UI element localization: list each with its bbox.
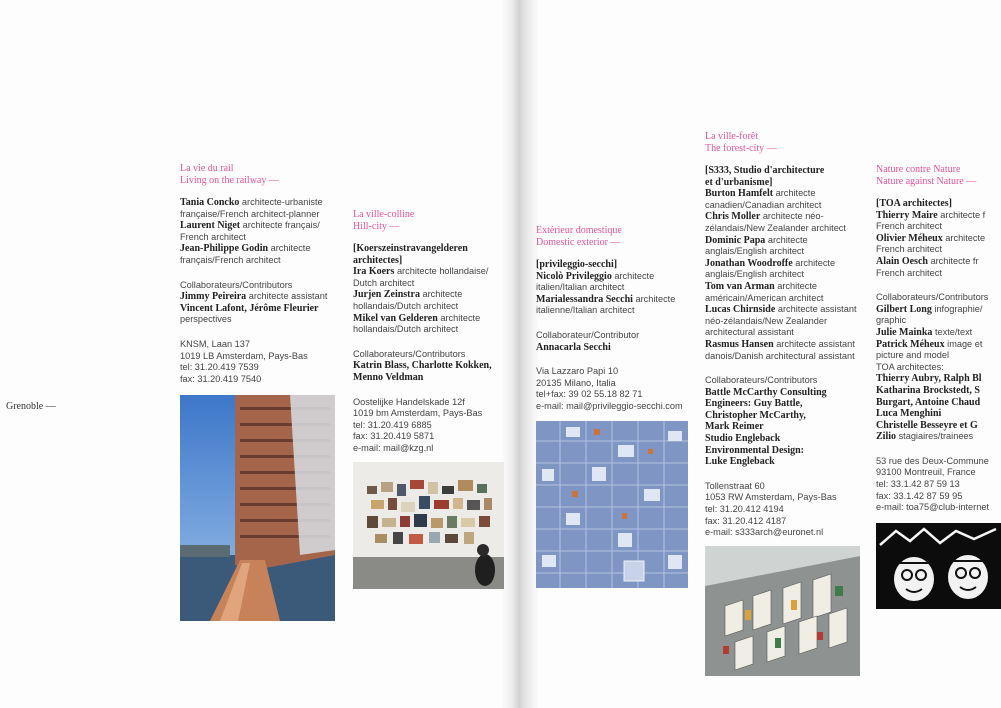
name-text: Luca Menghini [876,408,942,420]
name-text: Tom van Arman [705,280,775,292]
name-text: Patrick Méheux [876,338,945,350]
spacer [705,468,857,481]
role-text: hollandais/Dutch architect [353,300,459,311]
spacer [180,186,327,197]
role-text: image et [944,338,983,349]
name-text: Battle McCarthy Consulting [705,386,827,398]
lines-line [353,301,492,313]
collaborators-label: Collaborateurs/Contributors [353,348,466,359]
margin-label: Grenoble — [6,401,56,412]
photo-waterfront-building [180,395,335,621]
collaborators-label: Collaborateur/Contributor [536,329,640,340]
role-text: italien/Italian architect [536,282,625,293]
role-text: architecte néo- [760,211,824,222]
lines-line [705,200,857,212]
collab-line [705,421,857,433]
spacer [705,154,857,165]
name-text: et d'urbanisme] [705,176,773,188]
section-title-en: The forest-city — [705,142,777,154]
spacer [876,443,989,456]
role-text: perspectives [180,314,232,325]
spacer [536,353,683,366]
lines-line [353,313,492,325]
name-text: Nicolò Privileggio [536,270,612,282]
role-text: architecte [765,234,808,245]
lines-line [536,259,683,271]
photo-gallery-interior [353,462,504,589]
lines-line [876,221,989,233]
collab-line [876,304,989,316]
role-text: architecte français/ [240,220,320,231]
name-text: Jonathan Woodroffe [705,257,793,269]
lines-line [180,209,327,221]
lines-line [876,256,989,268]
role-text: stagiaires/trainees [896,431,974,442]
collab-line [180,291,327,303]
section-title-fr: Nature contre Nature [876,164,961,175]
lines-line [353,243,492,255]
address-line: e-mail: toa75@club-internet [876,502,989,513]
lines-line [705,235,857,247]
role-text: architecte [792,257,836,268]
role-text: architectural assistant [705,327,794,338]
name-text: architectes] [353,254,403,266]
spacer [876,187,989,198]
collab-line [876,350,989,362]
role-text: architecte-urbaniste [239,197,323,207]
role-text: French architect [876,267,942,278]
image-graphic-faces [876,523,1001,609]
address-line: fax: 31.20.419 7540 [180,373,262,384]
collab-line [180,314,327,326]
name-text: Luke Engleback [705,456,775,468]
collab-line [876,315,989,327]
name-text: Burton Hamfelt [705,188,774,200]
address-line: Oostelijke Handelskade 12f [353,396,465,407]
collab-line [353,372,492,384]
collab-line [705,398,857,410]
lines-line [705,316,857,328]
name-text: Alain Oesch [876,255,928,267]
lines-line [353,324,492,336]
address-line: e-mail: mail@kzg.nl [353,442,434,453]
collab-line [705,410,857,422]
role-text: architecte [611,270,655,281]
name-text: Katrin Blass, Charlotte Kokken, [353,360,492,372]
section-title-en: Domestic exterior — [536,236,621,248]
collab-line [705,445,857,457]
name-text: Burgart, Antoine Chaud [876,396,981,408]
collab-line [705,433,857,445]
collab-line [876,408,989,420]
lines-line [705,269,857,281]
role-text: architecte [268,243,311,254]
role-text: italienne/Italian architect [536,305,635,316]
role-text: French architect [876,221,942,232]
address-line: KNSM, Laan 137 [180,338,250,349]
name-text: Jimmy Peireira [180,291,247,303]
name-text: Christopher McCarthy, [705,409,806,421]
role-text: architecte [437,312,481,323]
name-text: Christelle Besseyre et G [876,419,978,431]
lines-line [705,188,857,200]
name-text: Environmental Design: [705,444,804,456]
collaborators-label: Collaborateurs/Contributors [705,375,818,386]
role-text: zélandais/New Zealander architect [705,222,846,233]
lines-line [705,281,857,293]
role-text: TOA architectes: [876,361,944,372]
role-text: anglais/English architect [705,246,805,257]
lines-line [705,339,857,351]
spacer [353,232,492,243]
column-la-ville-foret [705,131,857,539]
name-text: Dominic Papa [705,234,766,246]
role-text: architecte [774,280,818,291]
name-text: Laurent Niget [180,220,241,232]
name-text: Chris Moller [705,211,761,223]
name-text: Julie Mainka [876,326,933,338]
spacer [180,267,327,280]
name-text: Engineers: Guy Battle, [705,398,803,410]
role-text: architecte [632,293,676,304]
role-text: French architect [876,244,942,255]
address-line: tel+fax: 39 02 55.18 82 71 [536,389,643,400]
section-title-en: Nature against Nature — [876,175,977,187]
name-text: Mark Reimer [705,421,764,433]
section-title-en: Living on the railway — [180,174,279,186]
lines-line [876,244,989,256]
name-text: Mikel van Gelderen [353,312,438,324]
role-text: danois/Danish architectural assistant [705,350,855,361]
photo-city-model [705,546,860,676]
address-line: tel: 31.20.419 6885 [353,419,432,430]
collab-line [876,431,989,443]
section-title-fr: La ville-forêt [705,131,759,142]
lines-line [180,243,327,255]
address-line: 93100 Montreuil, France [876,467,976,478]
address-line: e-mail: mail@privileggio-secchi.com [536,400,683,411]
lines-line [876,210,989,222]
lines-line [353,278,492,290]
address-line: 53 rue des Deux-Commune [876,455,989,466]
role-text: picture and model [876,350,950,361]
spacer [876,279,989,292]
role-text: graphic [876,315,907,326]
address-line: 1053 RW Amsterdam, Pays-Bas [705,492,837,503]
role-text: canadien/Canadian architect [705,199,822,210]
role-text: néo-zélandais/New Zealander [705,315,828,326]
section-title-fr: La ville-colline [353,209,415,220]
lines-line [536,294,683,306]
lines-line [705,246,857,258]
spacer [180,326,327,339]
lines-line [705,223,857,235]
lines-line [705,211,857,223]
address-line: Via Lazzaro Papi 10 [536,366,619,377]
collaborators-label: Collaborateurs/Contributors [876,292,989,303]
role-text: américain/American architect [705,292,824,303]
section-title-en: Hill-city — [353,220,400,232]
address-line: tel: 31.20.419 7539 [180,362,259,373]
name-text: Lucas Chirnside [705,304,776,316]
collab-line [876,327,989,339]
column-la-ville-colline [353,209,492,455]
collab-line [705,387,857,399]
name-text: Gilbert Long [876,303,932,315]
name-text: Thierry Maire [876,209,938,221]
role-text: architecte [942,232,986,243]
collab-line [876,420,989,432]
column-exterieur-domestique [536,225,683,413]
lines-line [180,232,327,244]
role-text: architecte assistant [246,291,328,302]
name-text: Thierry Aubry, Ralph Bl [876,373,982,385]
role-text: français/French architect [180,254,281,265]
spacer [536,317,683,330]
page-gutter [500,0,540,708]
name-text: Vincent Lafont, Jérôme Fleurier [180,302,319,314]
role-text: architecte [419,289,463,300]
address-line: fax: 31.20.412 4187 [705,515,787,526]
lines-line [536,271,683,283]
collab-line [180,303,327,315]
role-text: architecte fr [927,255,979,266]
address-line: tel: 33.1.42 87 59 13 [876,479,960,490]
role-text: anglais/English architect [705,269,805,280]
role-text: architecte assistant [775,304,857,315]
collab-line [705,456,857,468]
section-title-fr: Extérieur domestique [536,225,622,236]
spacer [353,384,492,397]
spacer [536,248,683,259]
name-text: Annacarla Secchi [536,341,611,353]
role-text: texte/text [932,326,973,337]
name-text: Olivier Méheux [876,232,943,244]
address-line: 20135 Milano, Italia [536,377,616,388]
lines-line [180,197,327,209]
role-text: architecte f [937,209,986,220]
address-line: 1019 LB Amsterdam, Pays-Bas [180,350,308,361]
lines-line [705,293,857,305]
column-nature-contre-nature [876,164,989,514]
name-text: Tania Concko [180,197,240,208]
collab-line [876,385,989,397]
name-text: Studio Engleback [705,433,781,445]
name-text: Menno Veldman [353,371,424,383]
name-text: [TOA architectes] [876,198,953,209]
address-line: fax: 31.20.419 5871 [353,431,435,442]
lines-line [536,282,683,294]
role-text: infographie/ [931,303,983,314]
lines-line [876,233,989,245]
name-text: Ira Koers [353,266,395,278]
name-text: [privileggio-secchi] [536,259,618,270]
collab-line [536,342,683,354]
address-line: e-mail: s333arch@euronet.nl [705,527,824,538]
address-line: tel: 31.20.412 4194 [705,504,784,515]
name-text: Marialessandra Secchi [536,293,633,305]
name-text: [Koerszeinstravangelderen [353,243,468,254]
lines-line [705,351,857,363]
role-text: hollandais/Dutch architect [353,324,459,335]
name-text: Jean-Philippe Godin [180,243,269,255]
section-title-fr: La vie du rail [180,163,234,174]
name-text: Rasmus Hansen [705,338,774,350]
collab-line [353,360,492,372]
lines-line [180,220,327,232]
lines-line [876,198,989,210]
name-text: Katharina Brockstedt, S [876,384,980,396]
column-la-vie-du-rail [180,163,327,385]
role-text: architecte [773,188,816,199]
collab-line [876,339,989,351]
name-text: Jurjen Zeinstra [353,289,420,301]
lines-line [705,327,857,339]
address-line: fax: 33.1.42 87 59 95 [876,490,963,501]
lines-line [705,304,857,316]
lines-line [536,305,683,317]
spacer [705,362,857,375]
collaborators-label: Collaborateurs/Contributors [180,279,293,290]
spacer [353,336,492,349]
lines-line [705,177,857,189]
collab-line [876,373,989,385]
lines-line [353,266,492,278]
collab-line [876,362,989,374]
role-text: architecte hollandaise/ [394,266,489,277]
image-domestic-exterior-plan [536,421,688,588]
name-text: [S333, Studio d'architecture [705,165,825,176]
lines-line [876,268,989,280]
collab-line [876,397,989,409]
lines-line [705,165,857,177]
role-text: Dutch architect [353,277,415,288]
lines-line [353,255,492,267]
address-line: 1019 bm Amsterdam, Pays-Bas [353,408,483,419]
role-text: French architect [180,231,246,242]
role-text: française/French architect-planner [180,208,320,219]
address-line: Tollenstraat 60 [705,480,765,491]
lines-line [353,289,492,301]
role-text: architecte assistant [773,338,855,349]
lines-line [180,255,327,267]
name-text: Zilio [876,431,897,443]
lines-line [705,258,857,270]
